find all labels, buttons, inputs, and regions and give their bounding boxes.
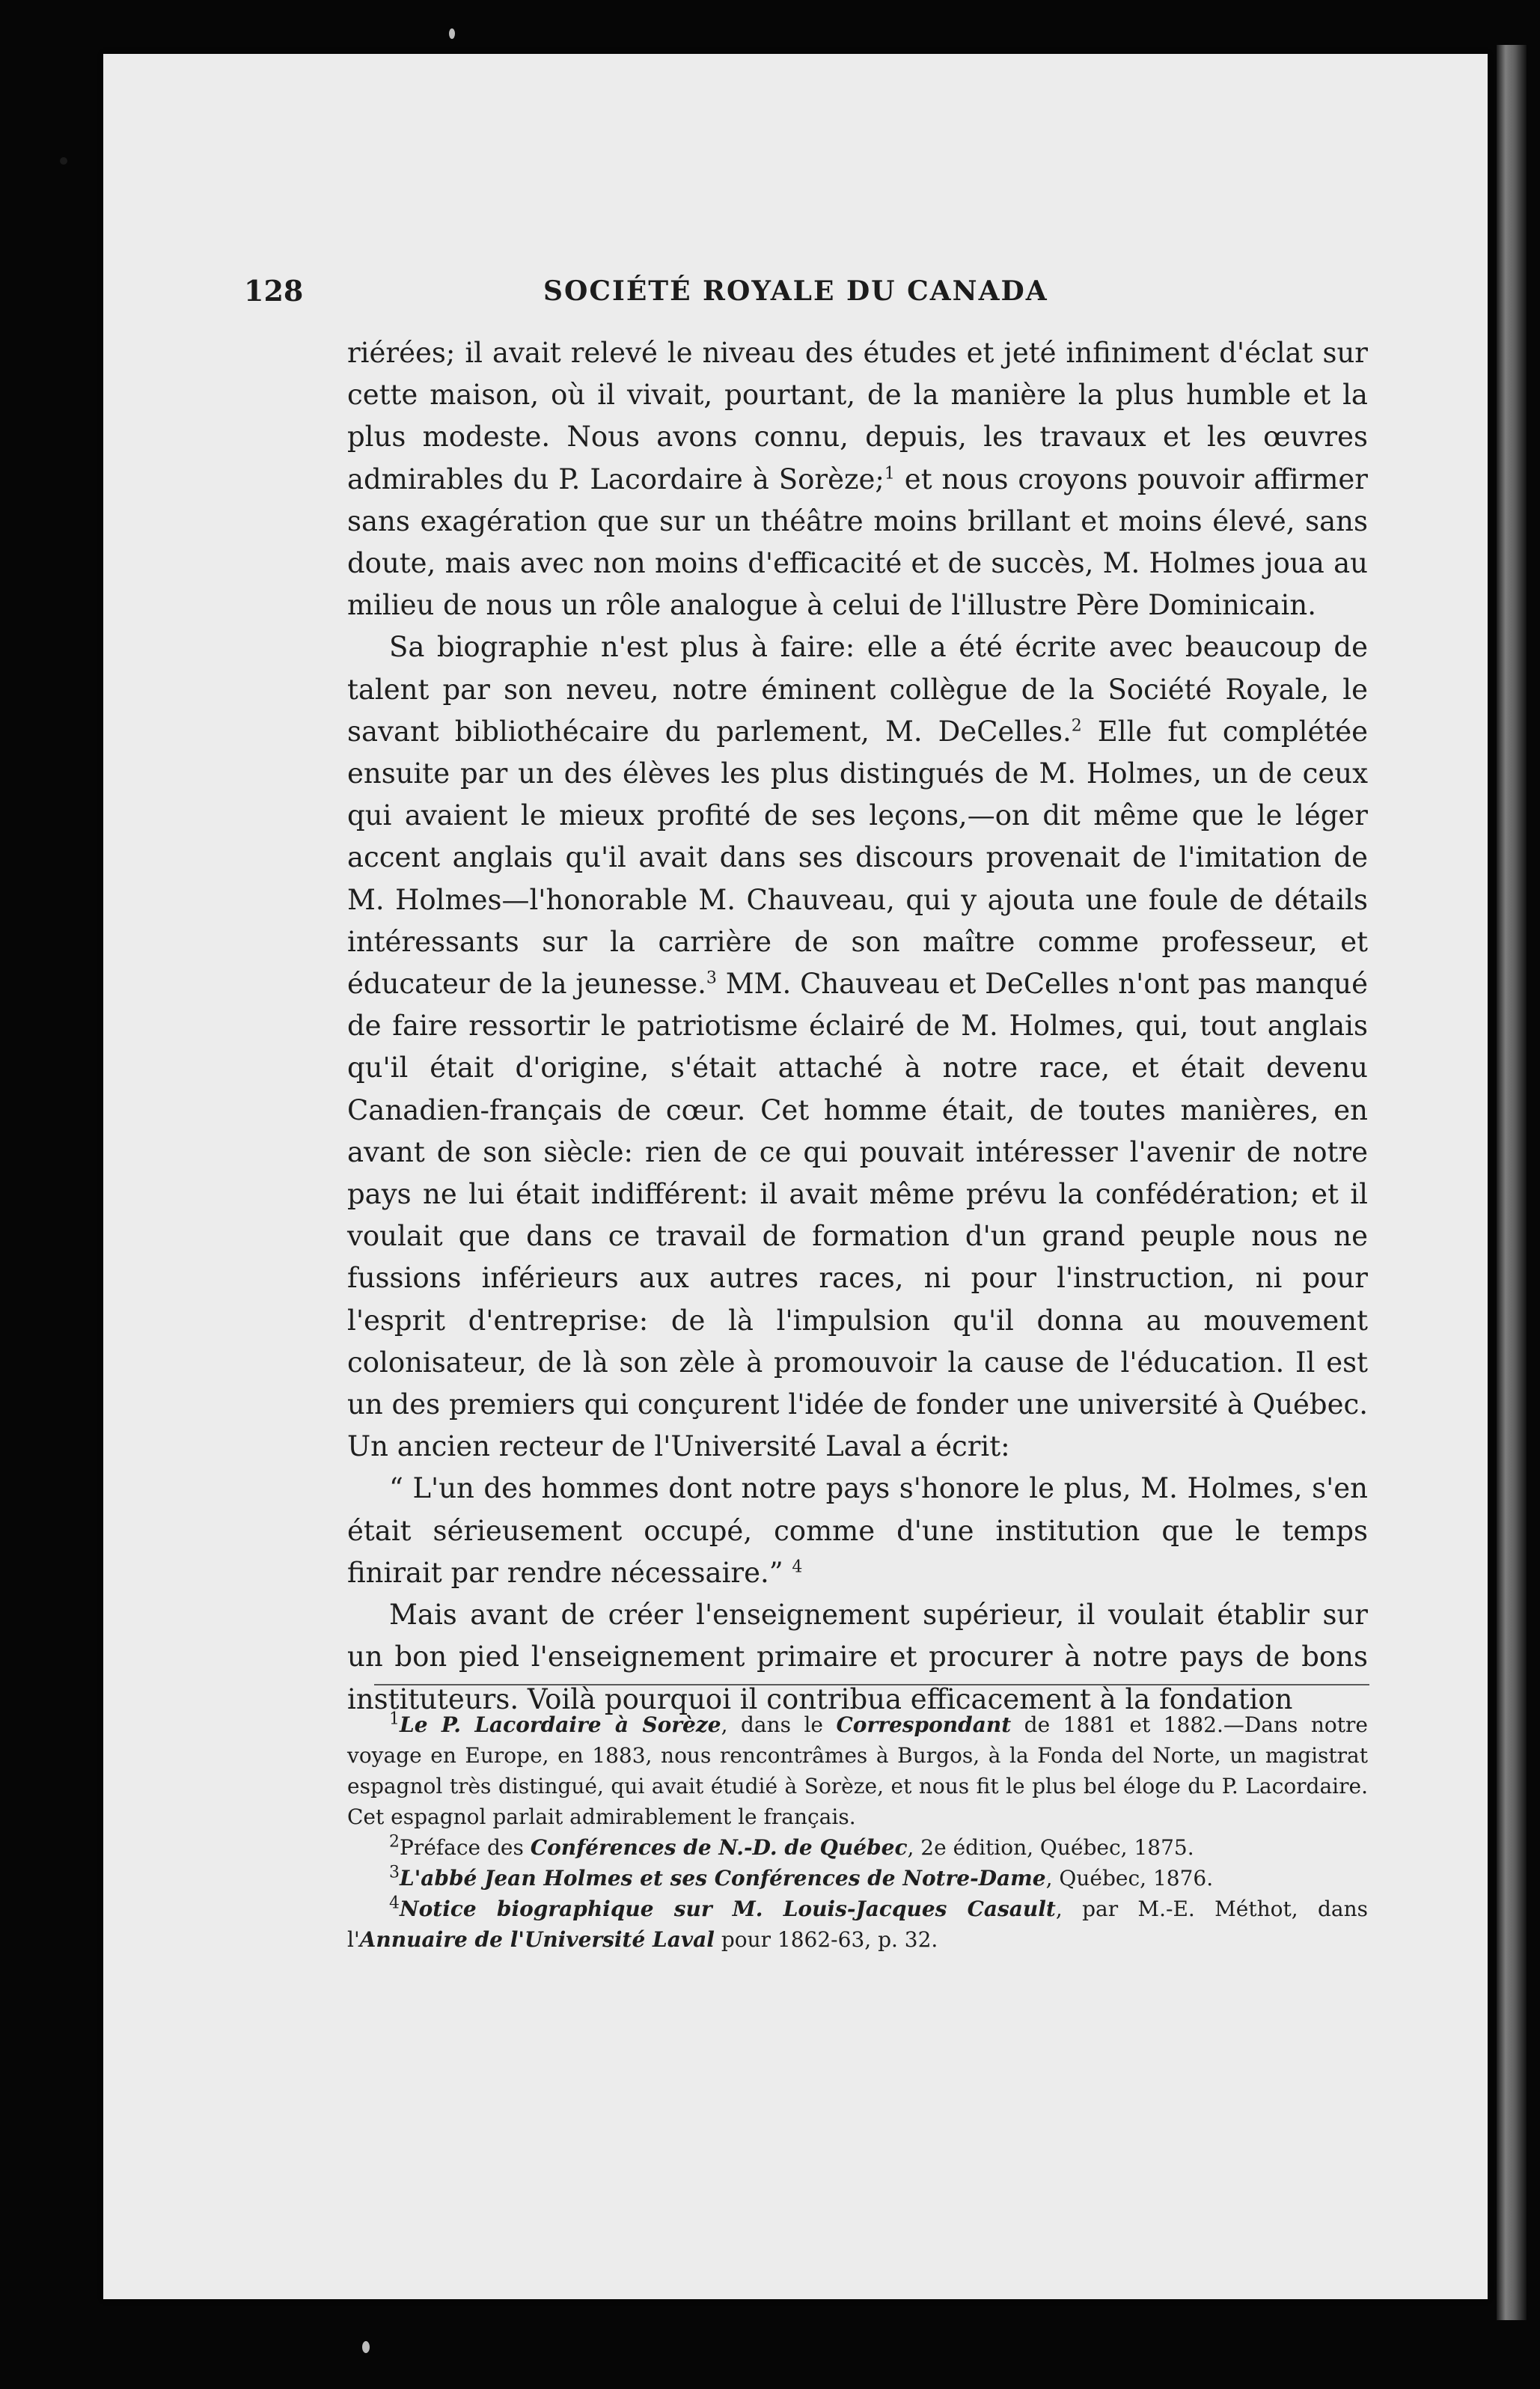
footnotes: [347, 1709, 1368, 1955]
footnote-title: Le P. Lacordaire à Sorèze: [400, 1712, 721, 1737]
footnote-annuaire: Annuaire de l'Université Laval: [359, 1927, 715, 1952]
footnote-rule: [374, 1684, 1369, 1685]
running-head: SOCIÉTÉ ROYALE DU CANADA: [543, 275, 1048, 307]
scan-speck: [449, 28, 455, 39]
page-number: 128: [244, 274, 304, 308]
footnote-mark: 4: [389, 1894, 400, 1913]
footnote: [347, 1894, 1368, 1955]
footnote: [347, 1863, 1368, 1894]
footnote-text: de 1881 et 1882.—Dans notre voyage en Europe, en 1883, nous rencontrâmes à Burgos, à la Fonda del Norte, un magistrat espagnol très distingué, qui avait étudié à Sorèze, et nous fit le plus bel éloge du P. Lacordaire. Cet espagnol parlait admirablement le français.: [347, 1712, 1368, 1829]
paragraph-text: Elle fut complétée ensuite par un des élèves les plus distingués de M. Holmes, un de ceux qui avaient le mieux profité de ses leçons,—on dit même que le léger accent anglais qu'il avait dans ses discours provenait de l'imitation de M. Holmes—l'honorable M. Chauveau, qui y ajouta une foule de détails intéressants sur la carrière de son maître comme professeur, et éducateur de la jeunesse.: [347, 715, 1368, 1001]
footnote: [347, 1709, 1368, 1832]
footnote-title: Notice biographique sur M. Louis-Jacques Casault: [400, 1897, 1056, 1921]
scan-speck: [60, 157, 67, 165]
quotation: [347, 1468, 1368, 1594]
footnote-mark: 1: [389, 1709, 400, 1729]
footnote-ref: 1: [884, 464, 895, 483]
footnote-text: , Québec, 1876.: [1045, 1866, 1214, 1891]
paragraph-text: MM. Chauveau et DeCelles n'ont pas manqué de faire ressortir le patriotisme éclairé de M. Holmes, qui, tout anglais qu'il était d'origine, s'était attaché à notre race, et était devenu Canadien-français de cœur. Cet homme était, de toutes manières, en avant de son siècle: rien de ce qui pouvait intéresser l'avenir de notre pays ne lui était indifférent: il avait même prévu la confédération; et il voulait que dans ce travail de formation d'un grand peuple nous ne fussions inférieurs aux autres races, ni pour l'instruction, ni pour l'esprit d'entreprise: de là l'impulsion qu'il donna au mouvement colonisateur, de là son zèle à promouvoir la cause de l'éducation. Il est un des premiers qui conçurent l'idée de fonder une université à Québec. Un ancien recteur de l'Université Laval a écrit:: [347, 968, 1368, 1463]
quotation-text: “ L'un des hommes dont notre pays s'honore le plus, M. Holmes, s'en était sérieusement occupé, comme d'une institution que le temps finirait par rendre nécessaire.”: [347, 1472, 1368, 1589]
footnote-mark: 2: [389, 1832, 400, 1852]
scan-speck: [362, 2341, 370, 2353]
paragraph: Mais avant de créer l'enseignement supérieur, il voulait établir sur un bon pied l'enseignement primaire et procurer à notre pays de bons instituteurs. Voilà pourquoi il contribua efficacement à la fondation: [347, 1599, 1368, 1715]
footnote-ref: 2: [1071, 716, 1082, 736]
footnote-title: L'abbé Jean Holmes et ses Conférences de Notre-Dame: [400, 1866, 1046, 1891]
paragraph-text: Sa biographie n'est plus à faire: elle a été écrite avec beaucoup de talent par son neveu, notre éminent collègue de la Société Royale, le savant bibliothécaire du parlement, M. DeCelles.: [347, 631, 1368, 748]
body-text: [347, 332, 1368, 1721]
paragraph-text: et nous croyons pouvoir affirmer sans exagération que sur un théâtre moins brillant et moins élevé, sans doute, mais avec non moins d'efficacité et de succès, M. Holmes joua au milieu de nous un rôle analogue à celui de l'illustre Père Dominicain.: [347, 463, 1368, 622]
paragraph: [347, 626, 1368, 1468]
footnote-text: , par M.-E. Méthot, dans l': [347, 1897, 1369, 1952]
footnote-text: , 2e édition, Québec, 1875.: [907, 1835, 1194, 1860]
paragraph-text: riérées; il avait relevé le niveau des études et jeté infiniment d'éclat sur cette maison, où il vivait, pourtant, de la manière la plus humble et la plus modeste. Nous avons connu, depuis, les travaux et les œuvres admirables du P. Lacordaire à Sorèze;: [347, 337, 1368, 495]
footnote: [347, 1832, 1368, 1863]
paragraph: [347, 332, 1368, 626]
footnote-ref: 3: [706, 968, 717, 988]
footnote-title: Conférences de N.-D. de Québec: [530, 1835, 908, 1860]
footnote-text: pour 1862-63, p. 32.: [714, 1927, 938, 1952]
footnote-text: , dans le: [721, 1712, 837, 1737]
footnote-ref: 4: [792, 1557, 803, 1577]
footnote-journal: Correspondant: [836, 1712, 1012, 1737]
page-header: [244, 274, 1366, 319]
footnote-text: Préface des: [400, 1835, 531, 1860]
footnote-mark: 3: [389, 1863, 400, 1882]
page-edge-strip: [1497, 45, 1527, 2320]
